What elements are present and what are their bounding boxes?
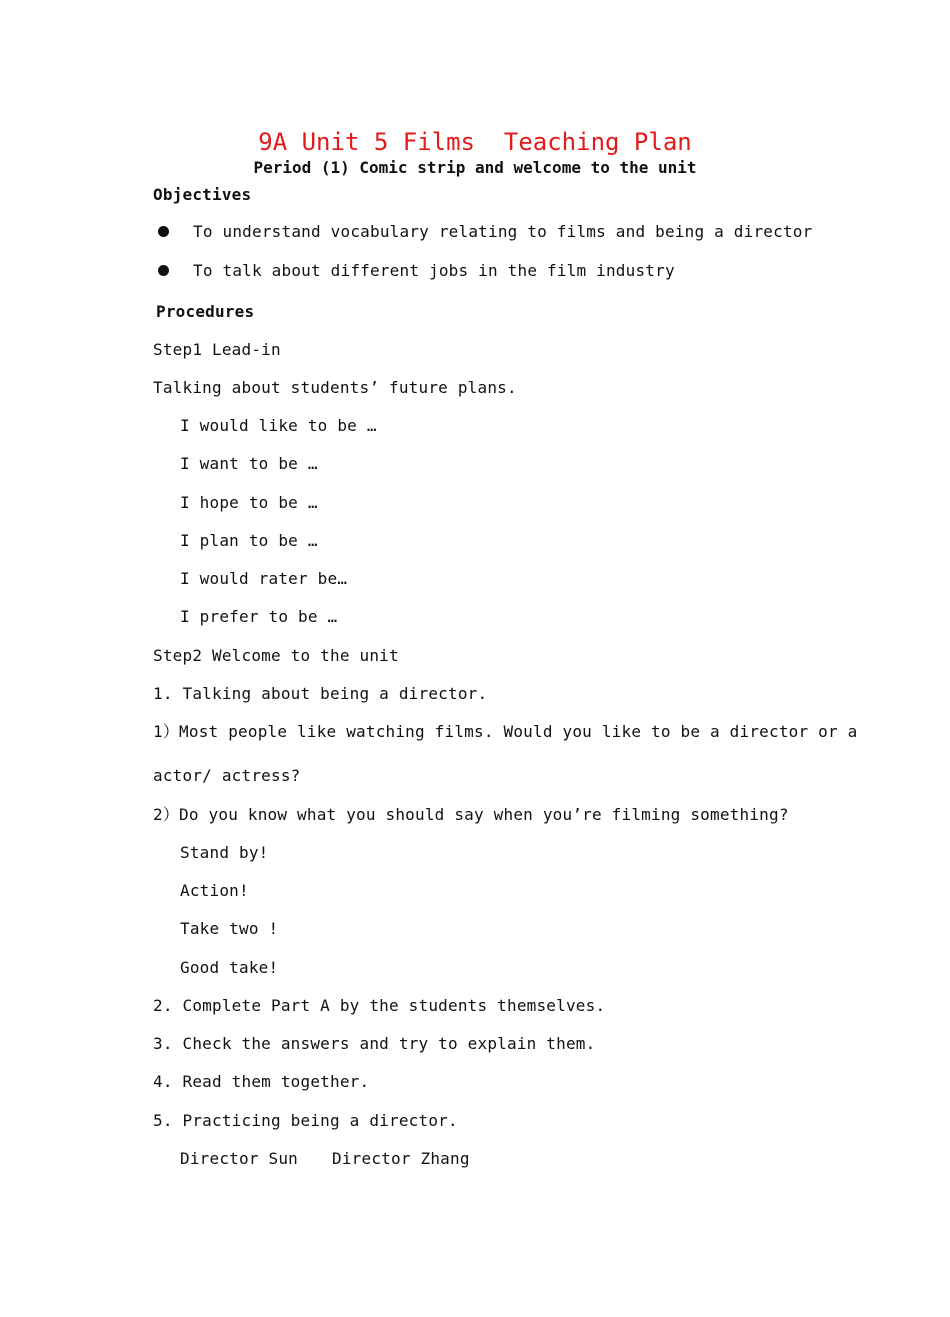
objective-item: To understand vocabulary relating to films and being a director [193,222,813,241]
bullet-icon [158,265,169,276]
document-subtitle: Period (1) Comic strip and welcome to the unit [253,158,697,177]
phrase-line: I hope to be … [180,493,318,512]
phrase-line: I want to be … [180,454,318,473]
objective-item: To talk about different jobs in the film industry [193,261,675,280]
step1-intro: Talking about students’ future plans. [153,378,517,397]
objectives-heading: Objectives [153,185,252,204]
command-line: Take two ! [180,919,279,938]
phrase-line: I prefer to be … [180,607,338,626]
phrase-line: I would rater be… [180,569,348,588]
step2-item-3: 3. Check the answers and try to explain them. [153,1034,596,1053]
step1-heading: Step1 Lead-in [153,340,281,359]
step2-item-5: 5. Practicing being a director. [153,1111,458,1130]
question-1-line-2: actor/ actress? [153,766,301,785]
phrase-line: I would like to be … [180,416,377,435]
document-title: 9A Unit 5 Films Teaching Plan [258,128,692,156]
command-line: Good take! [180,958,279,977]
director-name: Director Sun [180,1149,298,1168]
director-name: Director Zhang [332,1149,470,1168]
question-1-line-1: 1）Most people like watching films. Would you like to be a director or a [153,722,858,741]
command-line: Stand by! [180,843,269,862]
step2-item-2: 2. Complete Part A by the students themselves. [153,996,606,1015]
procedures-heading: Procedures [156,302,255,321]
step2-item-1: 1. Talking about being a director. [153,684,488,703]
step2-heading: Step2 Welcome to the unit [153,646,399,665]
step2-item-4: 4. Read them together. [153,1072,370,1091]
bullet-icon [158,226,169,237]
question-2: 2）Do you know what you should say when you’re filming something? [153,805,789,824]
phrase-line: I plan to be … [180,531,318,550]
command-line: Action! [180,881,249,900]
